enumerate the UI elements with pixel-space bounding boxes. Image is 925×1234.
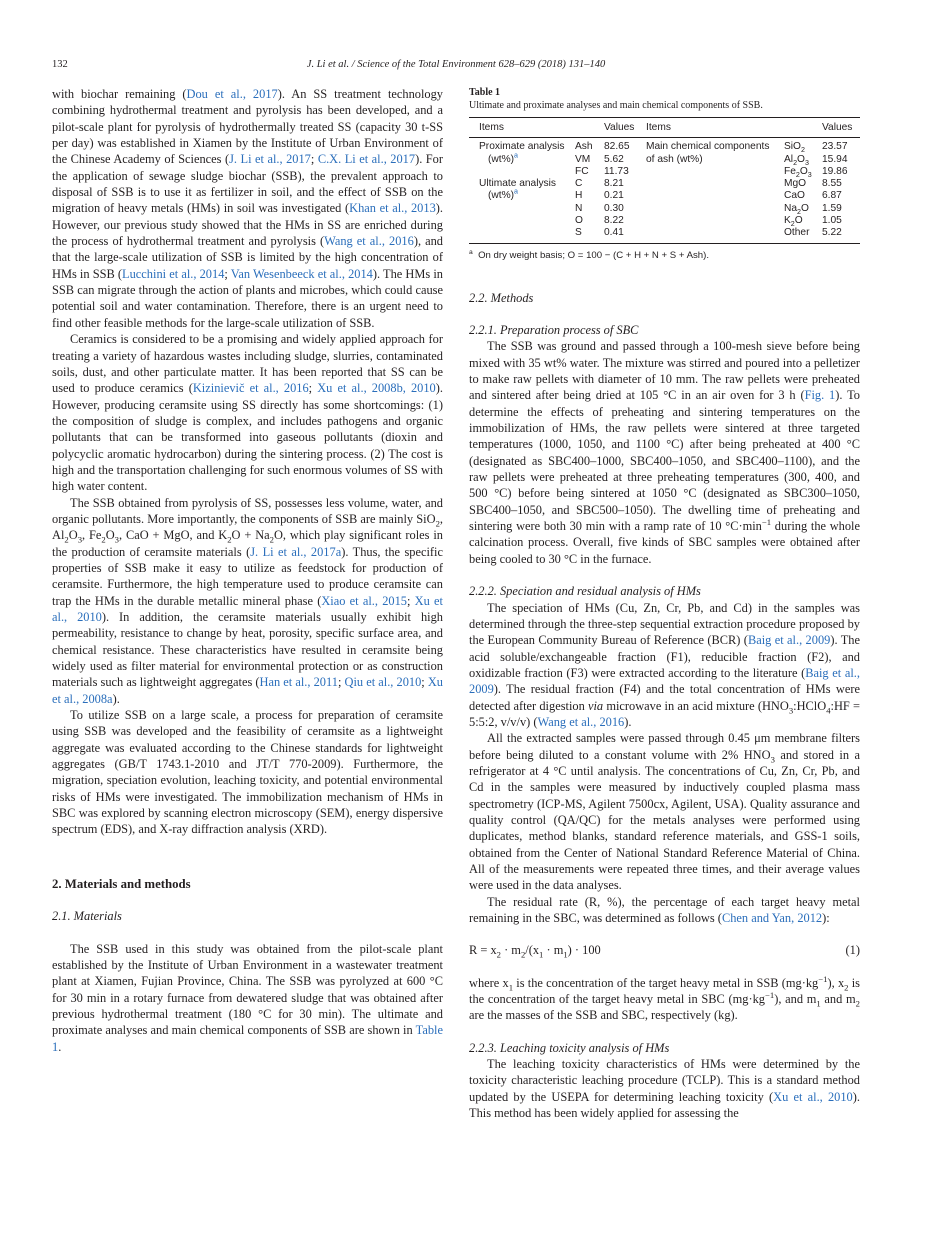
journal-citation: J. Li et al. / Science of the Total Environment 628–629 (2018) 131–140 [306, 59, 606, 70]
paragraph: The SSB was ground and passed through a 100-mesh sieve before being mixed with 35 wt% water. The mixture was stirred and poured into a pelletizer to make raw pellets with diameter of 10 mm. The raw pellets were preheated and sintered after being dried at 105 °C in an air oven for 3 h (Fig. 1). To determine the effects of preheating and sintering temperatures on the immobilization of HMs, the raw pellets were sintered at three targeted temperatures (1000, 1050, and 1100 °C) after being preheated at 400 °C (designated as SBC400–1000, SBC400–1050, and SBC400–1100), and the raw pellets were preheated at three preheating temperatures (300, 400, and 500 °C) before being sintered at 1050 °C (designated as SBC300–1050, SBC400–1050, and SBC500–1050). The dwelling time of preheating and sintering were both 30 min with a ramp rate of 10 $^\circ C\cdot\min^{-1}$ during the whole calcination process. Overall, five kinds of SBC samples were obtained after being cooled to 30 °C in the furnace. [469, 339, 861, 566]
col-header [784, 118, 822, 138]
citation-link[interactable]: Dou et al., 2017 [186, 87, 278, 101]
col-header: Items [646, 118, 784, 138]
citation-link[interactable]: Wang et al., 2016 [537, 714, 625, 729]
citation-link[interactable]: J. Li et al., 2017 [229, 152, 311, 167]
subsubsection-heading: 2.2.3. Leaching toxicity analysis of HMs [469, 1040, 670, 1055]
citation-link[interactable]: Baig et al., 2009 [747, 633, 831, 648]
table-label: Table 1 [469, 87, 501, 98]
table-row: Proximate analysis Ash 82.65 Main chemical components SiO$_2$ 23.57 [469, 138, 860, 154]
paragraph: with biochar remaining (Dou et al., 2017). An SS treatment technology combining hydrothermal treatment and pyrolysis has been developed, and a pilot-scale plant for pyrolysis of hydrothermally treated SS (capacity 30 t-SS per day) was established in Xiamen by the Institute of Urban Environment of the Chinese Academy of Sciences (J. Li et al., 2017; C.X. Li et al., 2017). For the application of sewage sludge biochar (SSB), the prevalent approach to disposal of SSB is to use it as fertilizer in soil, and the effect of SSB on the migration of heavy metals (HMs) in soil was investigated (Khan et al., 2013). However, our previous study showed that the HMs in SS are enriched during the process of hydrothermal treatment and pyrolysis (Wang et al., 2016), and that the large-scale utilization of SSB is limited by the high concentration of HMs in SSB (Lucchini et al., 2014; Van Wesenbeeck et al., 2014). The HMs in SSB can migrate through the action of plants and microbes, which could cause potential soil and water contamination. Therefore, there is an urgent need to find other feasible methods for the large-scale utilization of SSB. [52, 87, 444, 330]
col-header: Values [604, 118, 646, 138]
subsection-heading: 2.2. Methods [469, 290, 534, 305]
citation-link[interactable]: Xu et al., 2008a [52, 675, 443, 706]
paragraph: where $x_1$ is the concentration of the target heavy metal in SSB $(mg\cdot kg^{-1})$, $x_2$ is the concentration of the target heavy metal in SBC $(mg\cdot kg^{-1})$, and $m_1$ and $m_2$ are the masses of the SSB and SBC, respectively (kg). [469, 973, 860, 1023]
paragraph: The leaching toxicity characteristics of HMs were determined by the toxicity characteristic leaching procedure (TCLP). This is a standard method updated by the USEPA for determining leaching toxicity (Xu et al., 2010). This method has been widely applied for assessing the [469, 1057, 860, 1121]
citation-link[interactable]: Xu et al., 2008b, 2010 [317, 381, 436, 396]
citation-link[interactable]: Qiu et al., 2010 [344, 675, 422, 690]
citation-link[interactable]: Han et al., 2011 [259, 675, 338, 690]
paragraph: The speciation of HMs (Cu, Zn, Cr, Pb, and Cd) in the samples was determined through the three-step sequential extraction procedure proposed by the European Community Bureau of Reference (BCR) (Baig et al., 2009). The acid soluble/exchangeable fraction (F1), reducible fraction (F2), and oxidizable fraction (F3) were extracted according to the literature (Baig et al., 2009). The residual fraction (F4) and the total concentration of HMs were detected after digestion via microwave in an acid mixture ($HNO_3:HClO_4:HF$ = 5:5:2, v/v/v) (Wang et al., 2016). [469, 600, 860, 729]
left-column [52, 86, 443, 1055]
citation-link[interactable]: Baig et al., 2009 [469, 665, 860, 697]
paragraph: The SSB obtained from pyrolysis of SS, possesses less volume, water, and organic pollutants. More importantly, the components of SSB are mainly SiO$_2$, $Al_2O_3$, $Fe_2O_3$, CaO + MgO, and $K_2O + Na_2O$, which play significant roles in the production of ceramsite materials (J. Li et al., 2017a). Thus, the specific properties of SSB make it easy to utilize as feedstock for production of ceramsite. Furthermore, the high temperature used to produce ceramsite can trap the HMs in the durable metallic mineral phase (Xiao et al., 2015; Xu et al., 2010). In addition, the ceramsite materials usually exhibit high permeability, resistance to change by heat, porosity, specific surface area, and chemical resistance. These characteristics have resulted in ceramsite being widely used as filter material for environmental protection or as construction materials such as lightweight aggregates (Han et al., 2011; Qiu et al., 2010; Xu et al., 2008a). [52, 495, 443, 706]
data-table [469, 117, 860, 244]
table-row: N 0.30 $Na_2O$ 1.59 [575, 202, 842, 216]
citation-link[interactable]: Xu et al., 2010 [52, 593, 443, 624]
citation-link[interactable]: Lucchini et al., 2014 [122, 266, 225, 281]
citation-link[interactable]: J. Li et al., 2017a [250, 544, 342, 559]
col-header: Values [822, 118, 860, 138]
col-header: Items [469, 118, 575, 138]
page-number: 132 [52, 59, 68, 70]
paragraph: To utilize SSB on a large scale, a process for preparation of ceramsite using SSB was developed and the feasibility of ceramsite as a lightweight aggregate was evaluated according to the Chinese standards for lightweight aggregates (GB/T 1743.1-2010 and JT/T 770-2009). Furthermore, the migration, speciation evolution, leaching toxicity, and potential environmental risks of HMs were investigated. The immobilization mechanism of HMs in SBC was explored by scanning electron microscopy (SEM), energy dispersive spectrum (EDS), and X-ray diffraction analysis (XRD). [52, 708, 443, 837]
citation-link[interactable]: Xu et al., 2010 [773, 1089, 853, 1104]
citation-link[interactable]: Chen and Yan, 2012 [721, 911, 823, 926]
col-header [575, 118, 604, 138]
citation-link[interactable]: Van Wesenbeeck et al., 2014 [230, 266, 373, 281]
table-row: O 8.22 $K_2O$ 1.05 [575, 215, 842, 229]
group-label: Main chemical components [646, 141, 770, 153]
citation-link[interactable]: Kizinievič et al., 2016 [192, 381, 309, 396]
citation-link[interactable]: Khan et al., 2013 [349, 201, 436, 216]
table-link[interactable]: Table 1 [52, 1023, 443, 1054]
group-label: Ultimate analysis [479, 178, 556, 190]
table-1 [469, 86, 860, 262]
equation-1 [469, 942, 860, 958]
equation-body: $R = x_2 \cdot m_2/(x_1 \cdot m_1) \cdot 100$ [469, 943, 601, 960]
subsection-heading: 2.1. Materials [52, 909, 122, 924]
footnote-link[interactable]: a [514, 151, 518, 160]
subsubsection-heading: 2.2.1. Preparation process of SBC [469, 323, 639, 338]
footnote-link[interactable]: a [514, 188, 518, 197]
running-header [52, 59, 860, 73]
right-column [469, 86, 860, 1121]
section-heading: 2. Materials and methods [52, 876, 191, 891]
paragraph: The residual rate (R, %), the percentage of each target heavy metal remaining in the SBC, was determined as follows (Chen and Yan, 2012): [469, 894, 860, 926]
citation-link[interactable]: Wang et al., 2016 [324, 234, 414, 249]
group-label: Proximate analysis [479, 141, 565, 153]
citation-link[interactable]: Xiao et al., 2015 [321, 593, 407, 608]
table-header-row [469, 118, 860, 138]
figure-link[interactable]: Fig. 1 [804, 388, 836, 403]
table-row: $(wt\%)^a$ H 0.21 CaO 6.87 [488, 188, 842, 202]
paragraph: The SSB used in this study was obtained from the pilot-scale plant established by the Institute of Urban Environment in a wastewater treatment plant at Xiamen, Fujian Province, China. The SSB was pyrolyzed at 600 °C for 30 min in a rotary furnace from dewatered sludge that was obtained after previous hydrothermal treatment (180 °C for 30 min). The ultimate and proximate analyses and main chemical components of SSB are shown in Table 1. [52, 941, 443, 1054]
paragraph: All the extracted samples were passed through 0.45 μm membrane filters before being diluted to a constant volume with 2% $HNO_3$ and stored in a refrigerator at 4 °C until analysis. The concentrations of Cu, Zn, Cr, Pb, and Cd in the samples were measured by inductively coupled plasma mass spectrometry (ICP-MS, Agilent 7500cx, Agilent, USA). Quality assurance and quality control (QA/QC) for the metals analyses were performed using duplicates, method blanks, standard reference materials, and GSS-1 soils, obtained from the Center of National Standard Reference Material of China. All of the measurements were repeated three times, and their average values were used in the data analyses. [469, 731, 860, 893]
table-footnote: $^a$ On dry weight basis; O = 100 − (C + H + N + S + Ash). [469, 248, 709, 261]
subsubsection-heading: 2.2.2. Speciation and residual analysis of HMs [469, 584, 701, 599]
table-caption: Ultimate and proximate analyses and main chemical components of SSB. [469, 100, 763, 111]
table-row: $(wt\%)^a$ VM 5.62 of ash (wt%) $Al_2O_3$ 15.94 [488, 151, 848, 167]
citation-link[interactable]: C.X. Li et al., 2017 [317, 152, 416, 167]
equation-number: (1) [845, 943, 860, 958]
table-row: Ultimate analysis C 8.21 MgO 8.55 [469, 178, 860, 190]
table-row: S 0.41 Other 5.22 [469, 227, 860, 243]
paragraph: Ceramics is considered to be a promising and widely applied approach for treating a variety of hazardous wastes including sludge, slurries, contaminated soils, dust, and other particulate matter. It has been reported that SS can be used to produce ceramics (Kizinievič et al., 2016; Xu et al., 2008b, 2010). However, producing ceramsite using SS directly has some shortcomings: (1) the composition of sludge is complex, and includes pathogens and organic pollutants that can be transformed into gaseous pollutants (dioxin and polycyclic aromatic hydrocarbon) during the sintering process. (2) The cost is high and the transportation challenging for such enormous volumes of SS with high water content. [52, 332, 443, 494]
table-row: FC 11.73 $Fe_2O_3$ 19.86 [575, 165, 848, 179]
